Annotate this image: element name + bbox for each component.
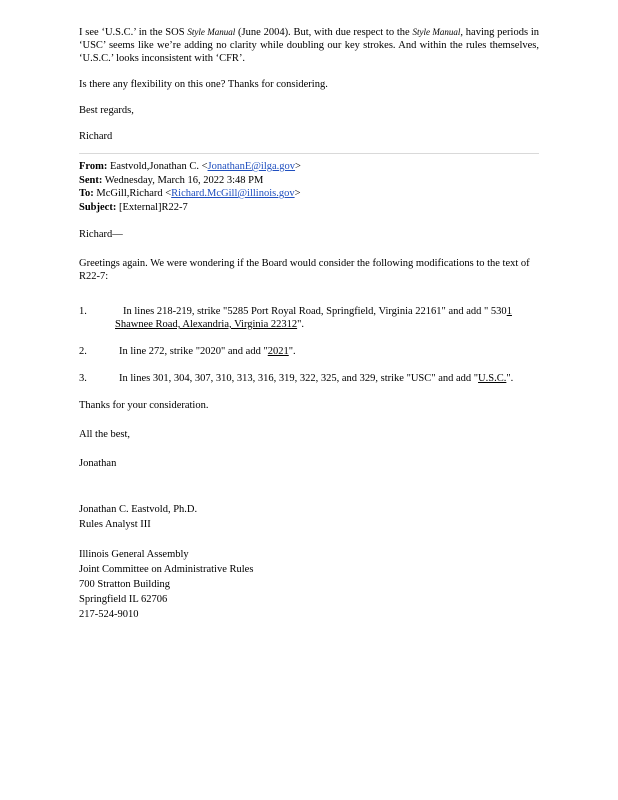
signature-line: Springfield IL 62706 [79, 594, 168, 605]
subject-line: Subject: [External]R22-7 [79, 201, 188, 213]
list-item: 3. In lines 301, 304, 307, 310, 313, 316, 319, 322, 325, and 329, strike "USC" and add "U.S.C.". [79, 373, 514, 384]
signature-block [79, 502, 539, 622]
signature-line: Jonathan C. Eastvold, Ph.D. [79, 504, 198, 515]
sent-line: Sent: Wednesday, March 16, 2022 3:48 PM [79, 174, 264, 186]
forwarded-header [79, 160, 539, 214]
signature-line: Illinois General Assembly [79, 549, 189, 560]
message-separator [79, 153, 539, 154]
to-line: To: McGill,Richard <Richard.McGill@illinois.gov> [79, 188, 301, 199]
style-manual-title: Style Manual [412, 27, 461, 37]
list-item: 1. In lines 218-219, strike "5285 Port Royal Road, Springfield, Virginia 22161" and add " 5301 Shawnee Road, Alexandria, Virginia 22312". [79, 306, 512, 330]
signature-line: Joint Committee on Administrative Rules [79, 564, 254, 575]
email-document [79, 26, 539, 622]
closing-line: All the best, [79, 429, 131, 440]
sender-name-richard: Richard [79, 131, 113, 142]
flexibility-question: Is there any flexibility on this one? Thanks for considering. [79, 79, 328, 90]
from-email-link[interactable]: JonathanE@ilga.gov [207, 161, 296, 172]
signature-line: Rules Analyst III [79, 519, 151, 530]
best-regards: Best regards, [79, 105, 134, 116]
intro-paragraph [79, 26, 539, 65]
style-manual-title: Style Manual [187, 27, 236, 37]
thanks-line: Thanks for your consideration. [79, 400, 209, 411]
list-item: 2. In line 272, strike "2020" and add "2021". [79, 346, 296, 357]
salutation: Richard— [79, 229, 123, 240]
intro-text-3: , having periods in ‘USC’ seems like we’re adding no clarity while doubling our key strokes. And within the rules themselves, ‘U.S.C.’ looks inconsistent with ‘CFR’. [79, 27, 540, 64]
from-line: From: Eastvold,Jonathan C. <JonathanE@ilga.gov> [79, 161, 301, 172]
signature-line: 217-524-9010 [79, 609, 139, 620]
intro-text-1: I see ‘U.S.C.’ in the SOS [79, 27, 188, 38]
signature-line: 700 Stratton Building [79, 579, 171, 590]
request-paragraph: Greetings again. We were wondering if the Board would consider the following modifications to the text of R22-7: [79, 258, 530, 282]
sender-name-jonathan: Jonathan [79, 458, 117, 469]
to-email-link[interactable]: Richard.McGill@illinois.gov [171, 188, 295, 199]
intro-text-2: (June 2004). But, with due respect to the [235, 27, 413, 38]
